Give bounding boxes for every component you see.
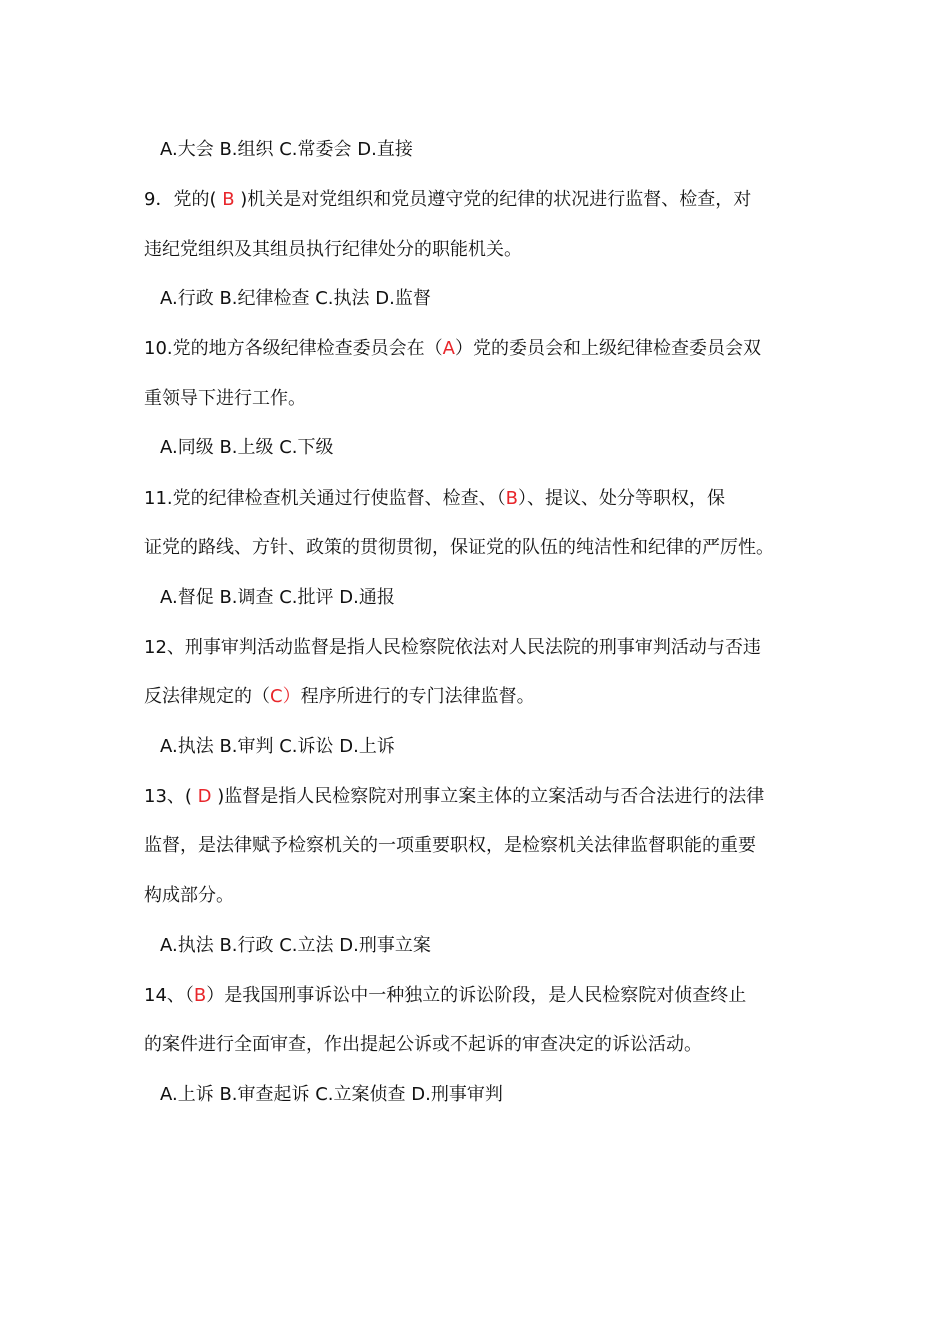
line-text: A.上诉 B.审查起诉 C.立案侦查 D.刑事审判 — [160, 1084, 503, 1105]
line-text: 程序所进行的专门法律监督。 — [300, 686, 535, 707]
line-text: )监督是指人民检察院对刑事立案主体的立案活动与否合法进行的法律 — [217, 786, 765, 807]
options-q8 — [160, 137, 830, 163]
question-12-line-1 — [144, 635, 814, 661]
options-q12 — [160, 734, 830, 760]
line-text: A.同级 B.上级 C.下级 — [160, 437, 334, 458]
answer-mark: B — [505, 488, 518, 509]
line-text: 重领导下进行工作。 — [144, 388, 306, 409]
line-text: )机关是对党组织和党员遵守党的纪律的状况进行监督、检查，对 — [240, 189, 752, 210]
line-text: A.督促 B.调查 C.批评 D.通报 — [160, 587, 395, 608]
line-text: 证党的路线、方针、政策的贯彻贯彻，保证党的队伍的纯洁性和纪律的严厉性。 — [144, 537, 774, 558]
line-text: 10.党的地方各级纪律检查委员会在（ — [144, 338, 443, 359]
answer-mark: B — [216, 189, 241, 210]
line-text: A.大会 B.组织 C.常委会 D.直接 — [160, 139, 413, 160]
options-q10 — [160, 435, 830, 461]
line-text: 违纪党组织及其组员执行纪律处分的职能机关。 — [144, 239, 522, 260]
options-q11 — [160, 585, 830, 611]
answer-mark: B — [193, 985, 207, 1006]
question-9-line-1 — [144, 187, 814, 213]
line-text: 反法律规定的（ — [144, 686, 270, 707]
line-text: ）党的委员会和上级纪律检查委员会双 — [454, 338, 761, 359]
line-text: 的案件进行全面审查，作出提起公诉或不起诉的审查决定的诉讼活动。 — [144, 1034, 702, 1055]
question-9-line-2 — [144, 237, 814, 263]
options-q9 — [160, 286, 830, 312]
line-text: ）、提议、处分等职权，保 — [517, 488, 725, 509]
question-14-line-1 — [144, 983, 814, 1009]
line-text: 11.党的纪律检查机关通过行使监督、检查、（ — [144, 488, 506, 509]
line-text: A.行政 B.纪律检查 C.执法 D.监督 — [160, 288, 431, 309]
question-13-line-1 — [144, 784, 814, 810]
question-12-line-2 — [144, 684, 814, 710]
line-text: A.执法 B.行政 C.立法 D.刑事立案 — [160, 935, 431, 956]
line-text: 监督，是法律赋予检察机关的一项重要职权，是检察机关法律监督职能的重要 — [144, 835, 756, 856]
question-11-line-2 — [144, 535, 814, 561]
answer-mark: C） — [270, 686, 301, 707]
answer-mark: D — [191, 786, 218, 807]
line-text: 构成部分。 — [144, 885, 234, 906]
question-10-line-2 — [144, 386, 814, 412]
line-text: 9．党的( — [144, 189, 217, 210]
line-text: ）是我国刑事诉讼中一种独立的诉讼阶段，是人民检察院对侦查终止 — [206, 985, 747, 1006]
line-text: 13、( — [144, 786, 192, 807]
options-q13 — [160, 933, 830, 959]
question-11-line-1 — [144, 486, 814, 512]
line-text: 12、刑事审判活动监督是指人民检察院依法对人民法院的刑事审判活动与否违 — [144, 637, 761, 658]
question-13-line-3 — [144, 883, 814, 909]
question-14-line-2 — [144, 1032, 814, 1058]
question-10-line-1 — [144, 336, 814, 362]
question-13-line-2 — [144, 833, 814, 859]
options-q14 — [160, 1082, 830, 1108]
line-text: A.执法 B.审判 C.诉讼 D.上诉 — [160, 736, 395, 757]
line-text: 14、（ — [144, 985, 194, 1006]
answer-mark: A — [442, 338, 455, 359]
